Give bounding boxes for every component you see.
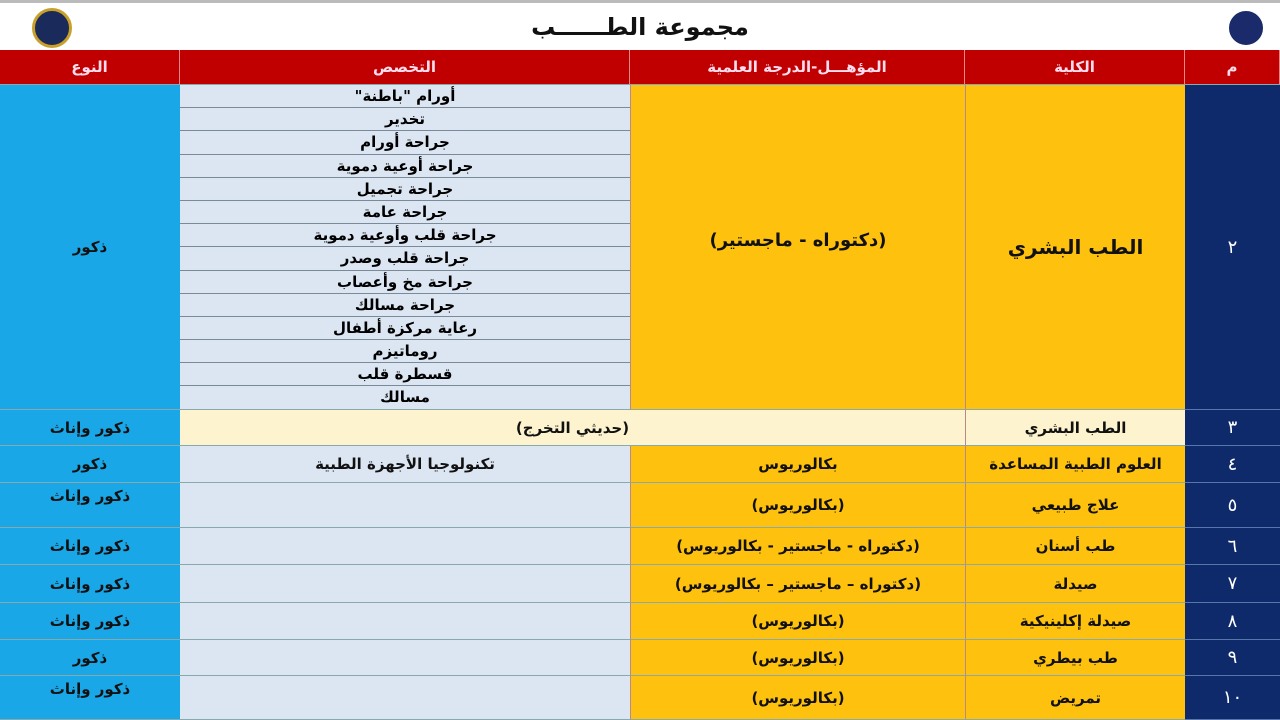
header-num: م <box>1185 50 1280 85</box>
header-gender: النوع <box>0 50 180 85</box>
row-degree: (حديثي التخرج) <box>180 410 965 446</box>
row-num: ٩ <box>1185 640 1280 676</box>
row-gender: ذكور وإناث <box>0 410 180 446</box>
row-specialty <box>180 483 630 528</box>
specialty-item: قسطرة قلب <box>180 363 630 386</box>
row-num: ٥ <box>1185 483 1280 528</box>
specialty-item: أورام "باطنة" <box>180 85 630 108</box>
row-specialty: تكنولوجيا الأجهزة الطبية <box>180 446 630 483</box>
specialty-item: جراحة قلب وصدر <box>180 247 630 270</box>
specialty-item: جراحة قلب وأوعية دموية <box>180 224 630 247</box>
specialty-item: جراحة مسالك <box>180 294 630 317</box>
row-degree: (بكالوريوس) <box>630 640 965 676</box>
row-num: ١٠ <box>1185 676 1280 720</box>
row-college: طب أسنان <box>965 528 1185 565</box>
specialty-item: مسالك <box>380 388 430 407</box>
specialty-item: جراحة عامة <box>180 201 630 224</box>
row-college: طب بيطري <box>965 640 1185 676</box>
row-college: تمريض <box>965 676 1185 720</box>
specialty-item: جراحة مخ وأعصاب <box>180 271 630 294</box>
row-degree: (دكتوراه - ماجستير - بكالوريوس) <box>630 528 965 565</box>
row-specialty <box>180 676 630 720</box>
row-college: العلوم الطبية المساعدة <box>965 446 1185 483</box>
row-gender: ذكور وإناث <box>0 565 180 603</box>
row-specialty <box>180 640 630 676</box>
specialty-item: جراحة أوعية دموية <box>180 155 630 178</box>
row-college: صيدلة إكلينيكية <box>965 603 1185 640</box>
header-specialty: التخصص <box>180 50 630 85</box>
specialty-item: تخدير <box>180 108 630 131</box>
police-logo-right <box>1226 8 1266 48</box>
row-num: ٦ <box>1185 528 1280 565</box>
row-degree: (بكالوريوس) <box>630 483 965 528</box>
row-gender: ذكور <box>0 640 180 676</box>
header-college: الكلية <box>965 50 1185 85</box>
row-gender: ذكور وإناث <box>0 676 180 720</box>
row-gender: ذكور <box>0 85 180 410</box>
row-college: الطب البشري <box>965 85 1185 410</box>
row-specialty <box>180 565 630 603</box>
row-degree: (بكالوريوس) <box>630 676 965 720</box>
row-degree: (بكالوريوس) <box>630 603 965 640</box>
row-gender: ذكور وإناث <box>0 483 180 528</box>
row-degree: (دكتوراه - ماجستير) <box>630 85 965 410</box>
specialty-item: جراحة تجميل <box>180 178 630 201</box>
row-num: ٣ <box>1185 410 1280 446</box>
row-specialty <box>180 603 630 640</box>
row-degree: (دكتوراه – ماجستير – بكالوريوس) <box>630 565 965 603</box>
row-specialty <box>180 528 630 565</box>
specialty-item: رعاية مركزة أطفال <box>180 317 630 340</box>
row-college: صيدلة <box>965 565 1185 603</box>
page-title: مجموعة الطــــــب <box>531 13 749 41</box>
specialty-item: جراحة أورام <box>180 131 630 154</box>
specialty-list <box>180 85 630 410</box>
row-gender: ذكور <box>0 446 180 483</box>
row-num: ٤ <box>1185 446 1280 483</box>
row-gender: ذكور وإناث <box>0 603 180 640</box>
title-bar <box>0 0 1280 50</box>
row-college: الطب البشري <box>965 410 1185 446</box>
row-num: ٢ <box>1185 85 1280 410</box>
row-gender: ذكور وإناث <box>0 528 180 565</box>
specialty-item: روماتيزم <box>180 340 630 363</box>
header-degree: المؤهـــل-الدرجة العلمية <box>630 50 965 85</box>
row-college: علاج طبيعي <box>965 483 1185 528</box>
row-num: ٧ <box>1185 565 1280 603</box>
row-degree: بكالوريوس <box>630 446 965 483</box>
row-num: ٨ <box>1185 603 1280 640</box>
